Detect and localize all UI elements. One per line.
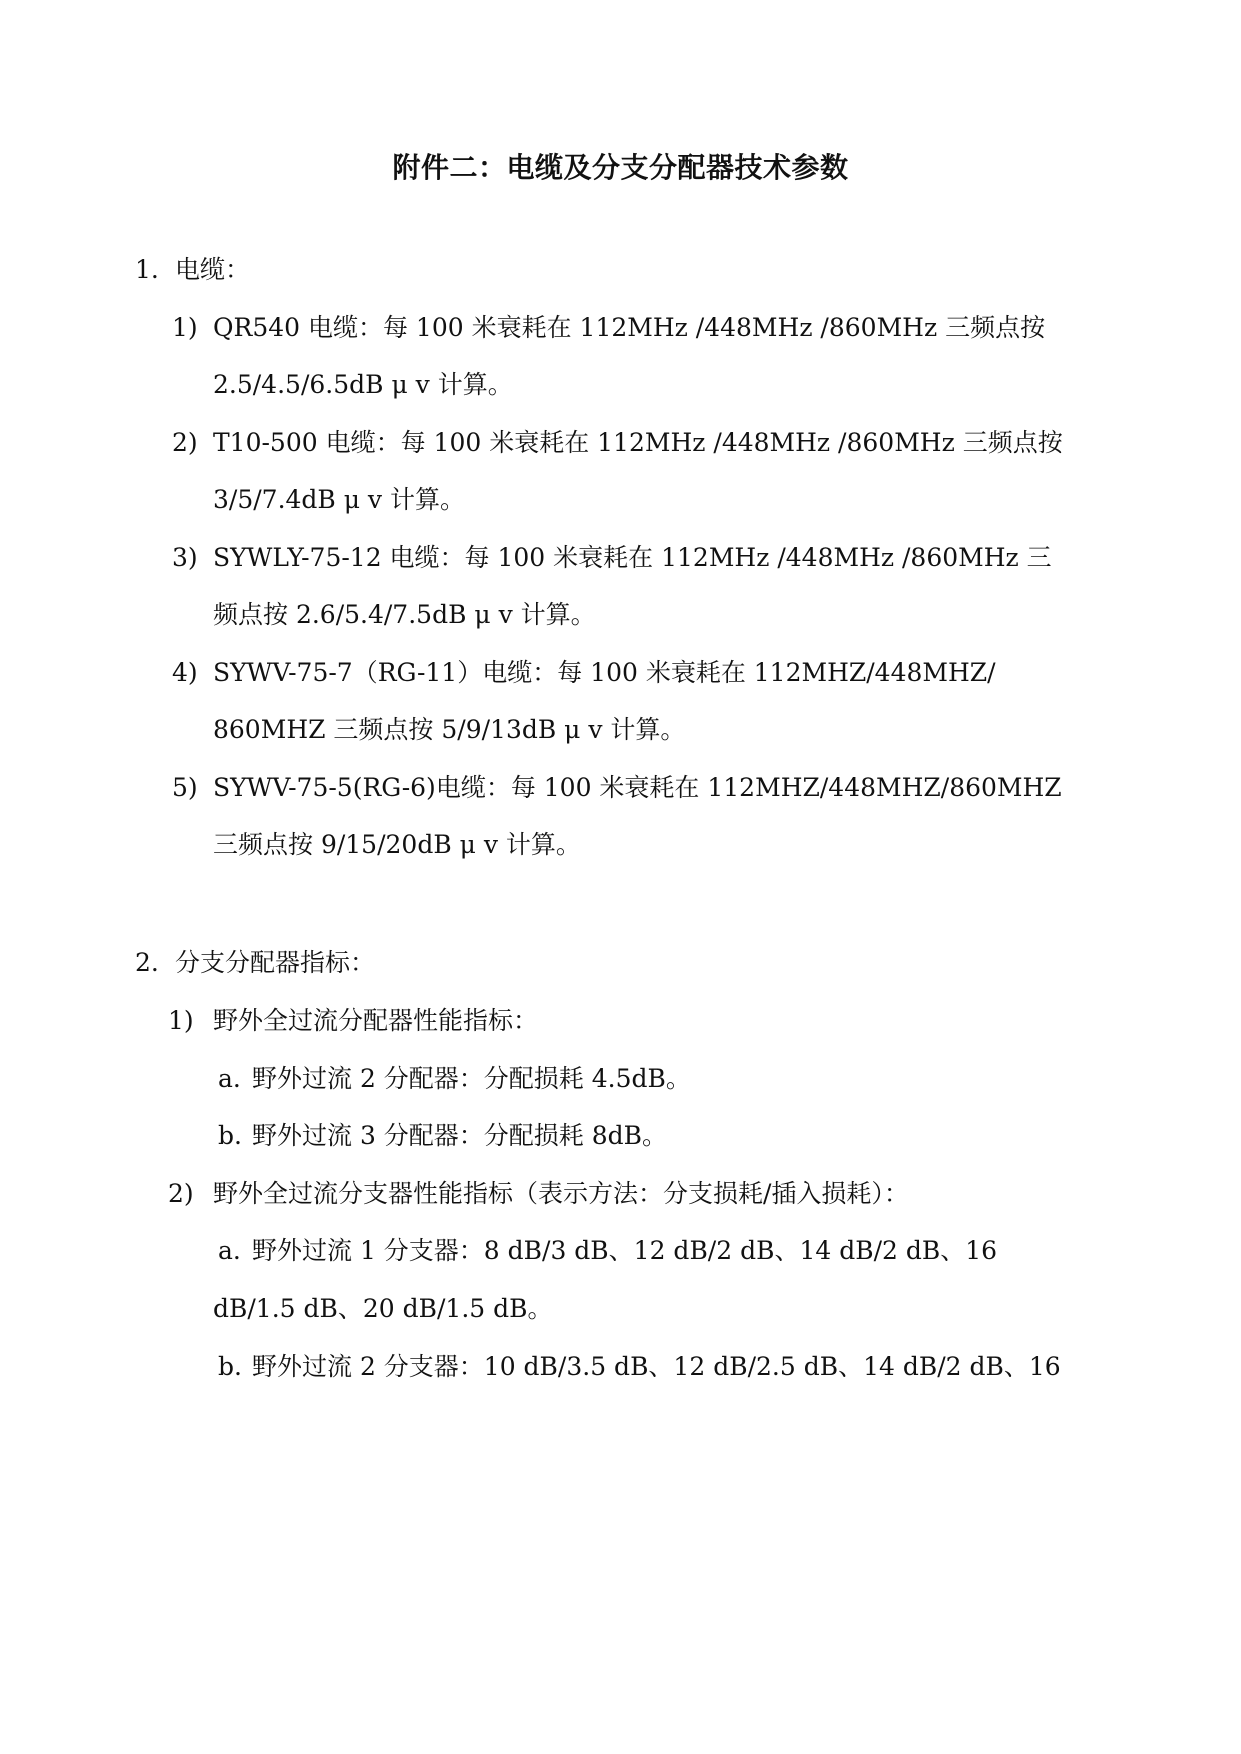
splitter-item-a-letter: a. (218, 1064, 241, 1093)
cable-item-4-line-1: SYWV-75-7（RG-11）电缆：每 100 米衰耗在 112MHZ/448MHZ/ (213, 658, 996, 687)
tap-item-b-letter: b. (218, 1352, 242, 1381)
document-title: 附件二：电缆及分支分配器技术参数 (392, 151, 849, 184)
tap-item-a-line-1: 野外过流 1 分支器：8 dB/3 dB、12 dB/2 dB、14 dB/2 dB、16 (252, 1236, 998, 1265)
tap-item-a-letter: a. (218, 1236, 241, 1265)
cable-item-2-number: 2) (172, 428, 198, 457)
cable-item-1-number: 1) (172, 313, 198, 342)
tap-subsection-heading: 野外全过流分支器性能指标（表示方法：分支损耗/插入损耗）： (213, 1179, 909, 1208)
cable-item-4-line-2: 860MHZ 三频点按 5/9/13dB μ v 计算。 (213, 715, 686, 744)
splitter-subsection-heading: 野外全过流分配器性能指标： (213, 1006, 539, 1035)
cable-item-5-line-1: SYWV-75-5(RG-6)电缆：每 100 米衰耗在 112MHZ/448MHZ/860MHZ (213, 773, 1062, 802)
cable-item-3-number: 3) (172, 543, 198, 572)
section-2-number: 2. (135, 948, 159, 977)
tap-subsection-number: 2) (168, 1179, 194, 1208)
cable-item-2-line-1: T10-500 电缆：每 100 米衰耗在 112MHz /448MHz /860MHz 三频点按 (213, 428, 1063, 457)
cable-item-1-line-2: 2.5/4.5/6.5dB μ v 计算。 (213, 370, 513, 399)
tap-item-a-line-2: dB/1.5 dB、20 dB/1.5 dB。 (213, 1294, 553, 1323)
cable-item-3-line-1: SYWLY-75-12 电缆：每 100 米衰耗在 112MHz /448MHz /860MHz 三 (213, 543, 1052, 572)
cable-item-4-number: 4) (172, 658, 198, 687)
cable-item-5-line-2: 三频点按 9/15/20dB μ v 计算。 (213, 830, 581, 859)
section-1-heading: 电缆： (175, 255, 251, 284)
cable-item-2-line-2: 3/5/7.4dB μ v 计算。 (213, 485, 466, 514)
cable-item-1-line-1: QR540 电缆：每 100 米衰耗在 112MHz /448MHz /860MHz 三频点按 (213, 313, 1046, 342)
splitter-subsection-number: 1) (168, 1006, 194, 1035)
tap-item-b-line-1: 野外过流 2 分支器：10 dB/3.5 dB、12 dB/2.5 dB、14 dB/2 dB、16 (252, 1352, 1061, 1381)
cable-item-3-line-2: 频点按 2.6/5.4/7.5dB μ v 计算。 (213, 600, 596, 629)
section-1-number: 1. (135, 255, 159, 284)
splitter-item-b-text: 野外过流 3 分配器：分配损耗 8dB。 (252, 1121, 668, 1150)
splitter-item-a-text: 野外过流 2 分配器：分配损耗 4.5dB。 (252, 1064, 691, 1093)
section-2-heading: 分支分配器指标： (175, 948, 376, 977)
splitter-item-b-letter: b. (218, 1121, 242, 1150)
cable-item-5-number: 5) (172, 773, 198, 802)
